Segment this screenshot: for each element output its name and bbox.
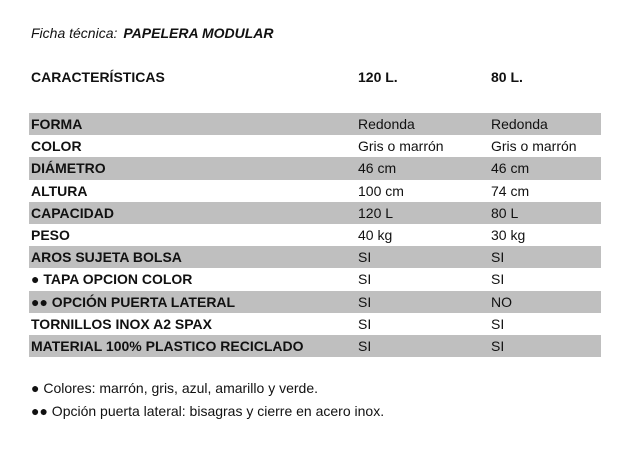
spec-table [29,113,601,357]
row-value-120: SI [358,293,372,310]
row-value-120: SI [358,271,372,288]
row-value-120: Gris o marrón [358,138,444,155]
row-label: ●● OPCIÓN PUERTA LATERAL [31,293,236,310]
table-row-material [29,335,601,357]
row-label: AROS SUJETA BOLSA [31,249,182,266]
row-value-80: 46 cm [491,160,530,177]
table-header [31,69,601,87]
row-value-80: SI [491,249,505,266]
row-value-80: SI [491,271,505,288]
table-row-aros [29,246,601,268]
row-value-80: SI [491,337,505,354]
row-value-80: Redonda [491,116,548,132]
row-label: COLOR [31,138,82,155]
row-value-120: SI [358,249,372,266]
product-name: PAPELERA MODULAR [123,25,274,41]
row-value-120: 120 L [358,204,394,221]
table-row-tornillos [29,313,601,335]
row-label: ● TAPA OPCION COLOR [31,271,193,288]
row-label: TORNILLOS INOX A2 SPAX [31,315,212,332]
row-value-80: SI [491,315,505,332]
table-row-puerta [29,291,601,313]
row-label: PESO [31,226,70,243]
table-row-forma [29,113,601,135]
row-value-120: 40 kg [358,226,393,243]
table-row-diametro [29,157,601,179]
table-row-color [29,135,601,157]
row-label: FORMA [31,116,83,132]
row-label: ALTURA [31,182,88,199]
row-value-80: NO [491,293,512,310]
row-value-80: 30 kg [491,226,526,243]
row-value-120: Redonda [358,116,415,132]
row-label: CAPACIDAD [31,204,114,221]
table-row-altura [29,180,601,202]
row-label: DIÁMETRO [31,160,106,177]
row-value-80: Gris o marrón [491,138,577,155]
header-label: CARACTERÍSTICAS [31,69,165,85]
row-value-120: SI [358,315,372,332]
table-row-peso [29,224,601,246]
row-value-80: 74 cm [491,182,530,199]
document-title [31,25,274,41]
row-value-120: SI [358,337,372,354]
footnote-side-door: ●● Opción puerta lateral: bisagras y cierre en acero inox. [31,403,385,419]
table-row-tapa [29,268,601,290]
row-value-120: 46 cm [358,160,397,177]
row-value-120: 100 cm [358,182,404,199]
title-prefix: Ficha técnica: [31,25,118,41]
footnote-colors: ● Colores: marrón, gris, azul, amarillo y verde. [31,380,318,396]
table-row-capacidad [29,202,601,224]
header-col-80: 80 L. [491,69,523,85]
header-col-120: 120 L. [358,69,398,85]
row-value-80: 80 L [491,204,519,221]
row-label: MATERIAL 100% PLASTICO RECICLADO [31,337,304,354]
